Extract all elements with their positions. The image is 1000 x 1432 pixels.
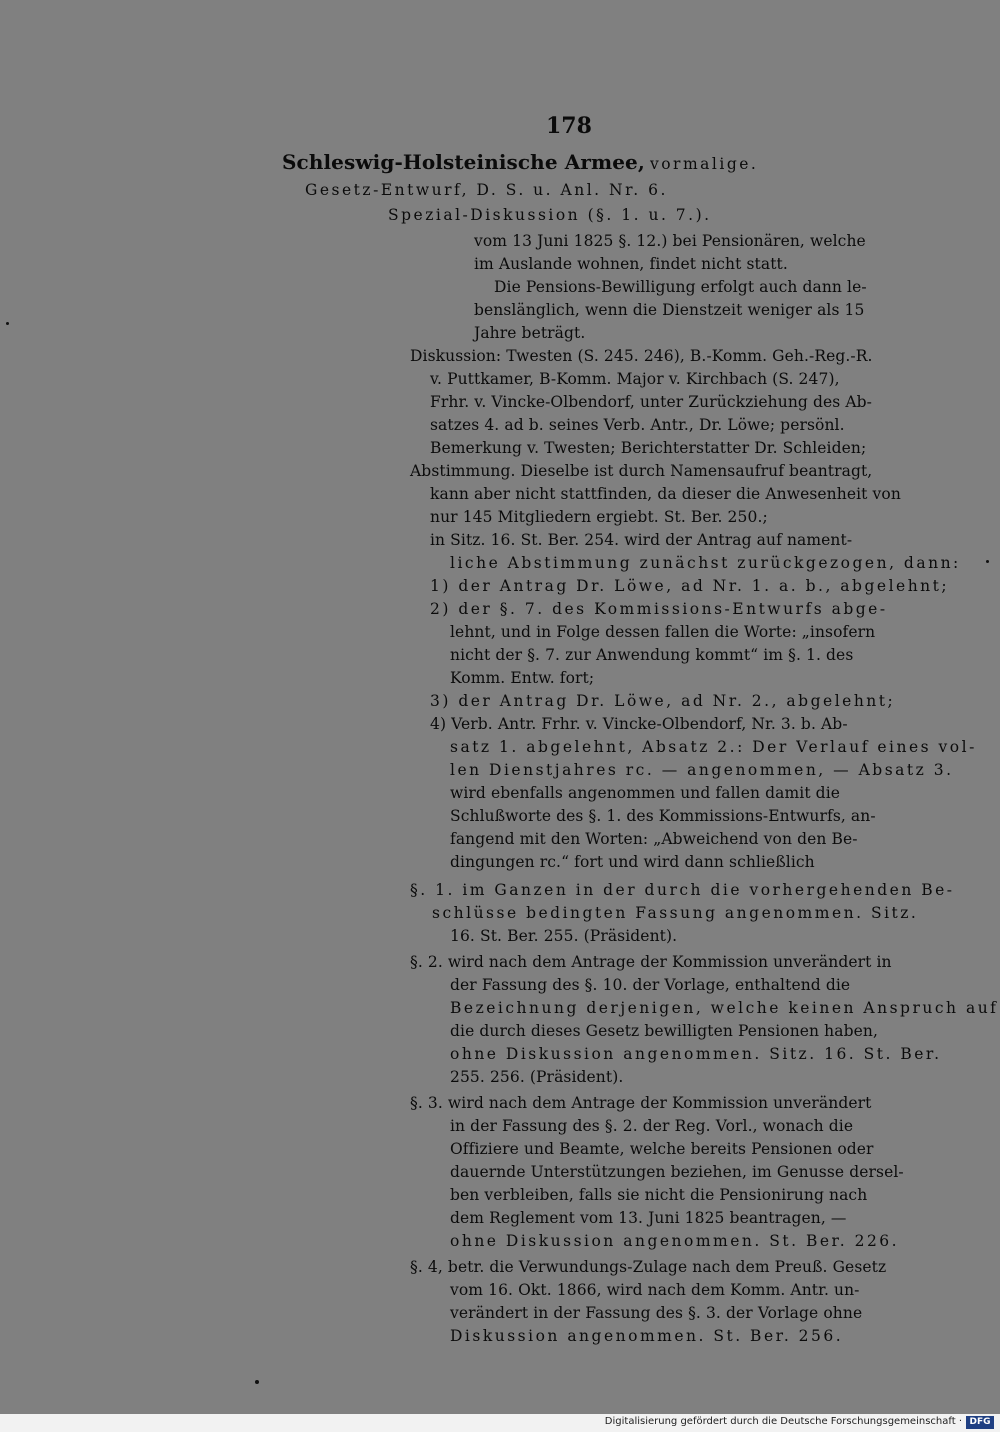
text-line: Abstimmung. Dieselbe ist durch Namensaufruf beantragt, [410,462,873,480]
scan-speck [6,322,9,325]
text-line: benslänglich, wenn die Dienstzeit weniger als 15 [474,301,865,319]
text-line: 3) der Antrag Dr. Löwe, ad Nr. 2., abgelehnt; [430,692,896,710]
text-line: Diskussion angenommen. St. Ber. 256. [450,1327,844,1345]
text-line: §. 1. im Ganzen in der durch die vorhergehenden Be- [410,881,955,899]
text-line: 4) Verb. Antr. Frhr. v. Vincke-Olbendorf, Nr. 3. b. Ab- [430,715,848,733]
text-line: Komm. Entw. fort; [450,669,595,687]
text-line: §. 3. wird nach dem Antrage der Kommission unverändert [410,1094,872,1112]
heading-suffix: vormalige. [649,155,759,173]
text-line: satzes 4. ad b. seines Verb. Antr., Dr. Löwe; persönl. [430,416,845,434]
text-line: ben verbleiben, falls sie nicht die Pensionirung nach [450,1186,868,1204]
text-line: §. 4, betr. die Verwundungs-Zulage nach dem Preuß. Gesetz [410,1258,887,1276]
page-number: 178 [546,113,592,139]
subheading-bill: Gesetz-Entwurf, D. S. u. Anl. Nr. 6. [305,181,668,199]
text-line: satz 1. abgelehnt, Absatz 2.: Der Verlauf eines vol- [450,738,977,756]
text-line: 1) der Antrag Dr. Löwe, ad Nr. 1. a. b., abgelehnt; [430,577,950,595]
text-line: der Fassung des §. 10. der Vorlage, enthaltend die [450,976,851,994]
text-line: Bemerkung v. Twesten; Berichterstatter Dr. Schleiden; [430,439,867,457]
text-line: Offiziere und Beamte, welche bereits Pensionen oder [450,1140,874,1158]
text-line: Diskussion: Twesten (S. 245. 246), B.-Komm. Geh.-Reg.-R. [410,347,873,365]
text-line: kann aber nicht stattfinden, da dieser die Anwesenheit von [430,485,901,503]
text-line: liche Abstimmung zunächst zurückgezogen, dann: [450,554,961,572]
text-line: nur 145 Mitgliedern ergiebt. St. Ber. 250.; [430,508,768,526]
text-line: in Sitz. 16. St. Ber. 254. wird der Antrag auf nament- [430,531,853,549]
text-line: fangend mit den Worten: „Abweichend von den Be- [450,830,858,848]
text-line: dem Reglement vom 13. Juni 1825 beantragen, — [450,1209,847,1227]
text-line: die durch dieses Gesetz bewilligten Pensionen haben, [450,1022,878,1040]
text-line: in der Fassung des §. 2. der Reg. Vorl., wonach die [450,1117,854,1135]
heading-title: Schleswig-Holsteinische Armee, [282,150,645,174]
text-line: 255. 256. (Präsident). [450,1068,624,1086]
text-line: ohne Diskussion angenommen. Sitz. 16. St. Ber. [450,1045,942,1063]
text-line: §. 2. wird nach dem Antrage der Kommission unverändert in [410,953,892,971]
footer-credit: Digitalisierung gefördert durch die Deutsche Forschungsgemeinschaft · [604,1416,962,1427]
text-line: schlüsse bedingten Fassung angenommen. Sitz. [432,904,919,922]
text-line: Bezeichnung derjenigen, welche keinen Anspruch auf [450,999,999,1017]
text-line: Die Pensions-Bewilligung erfolgt auch dann le- [494,278,867,296]
footer-bar [0,1414,1000,1432]
text-line: 16. St. Ber. 255. (Präsident). [450,927,678,945]
text-line: Jahre beträgt. [474,324,586,342]
text-line: len Dienstjahres rc. — angenommen, — Absatz 3. [450,761,954,779]
text-line: nicht der §. 7. zur Anwendung kommt“ im §. 1. des [450,646,854,664]
text-line: ohne Diskussion angenommen. St. Ber. 226. [450,1232,900,1250]
text-line: dauernde Unterstützungen beziehen, im Genusse dersel- [450,1163,904,1181]
text-line: 2) der §. 7. des Kommissions-Entwurfs abge- [430,600,888,618]
text-line: Frhr. v. Vincke-Olbendorf, unter Zurückziehung des Ab- [430,393,873,411]
text-line: im Auslande wohnen, findet nicht statt. [474,255,788,273]
text-line: verändert in der Fassung des §. 3. der Vorlage ohne [450,1304,863,1322]
text-line: vom 16. Okt. 1866, wird nach dem Komm. Antr. un- [450,1281,860,1299]
text-line: v. Puttkamer, B-Komm. Major v. Kirchbach (S. 247), [430,370,840,388]
scan-speck [255,1380,259,1384]
text-line: dingungen rc.“ fort und wird dann schließlich [450,853,815,871]
text-line: Schlußworte des §. 1. des Kommissions-Entwurfs, an- [450,807,876,825]
dfg-logo: DFG [966,1416,994,1429]
text-line: lehnt, und in Folge dessen fallen die Worte: „insofern [450,623,876,641]
subheading-discussion: Spezial-Diskussion (§. 1. u. 7.). [388,206,712,224]
text-line: vom 13 Juni 1825 §. 12.) bei Pensionären, welche [474,232,866,250]
text-line: wird ebenfalls angenommen und fallen damit die [450,784,841,802]
scan-speck [986,560,989,563]
entry-heading [282,152,758,174]
